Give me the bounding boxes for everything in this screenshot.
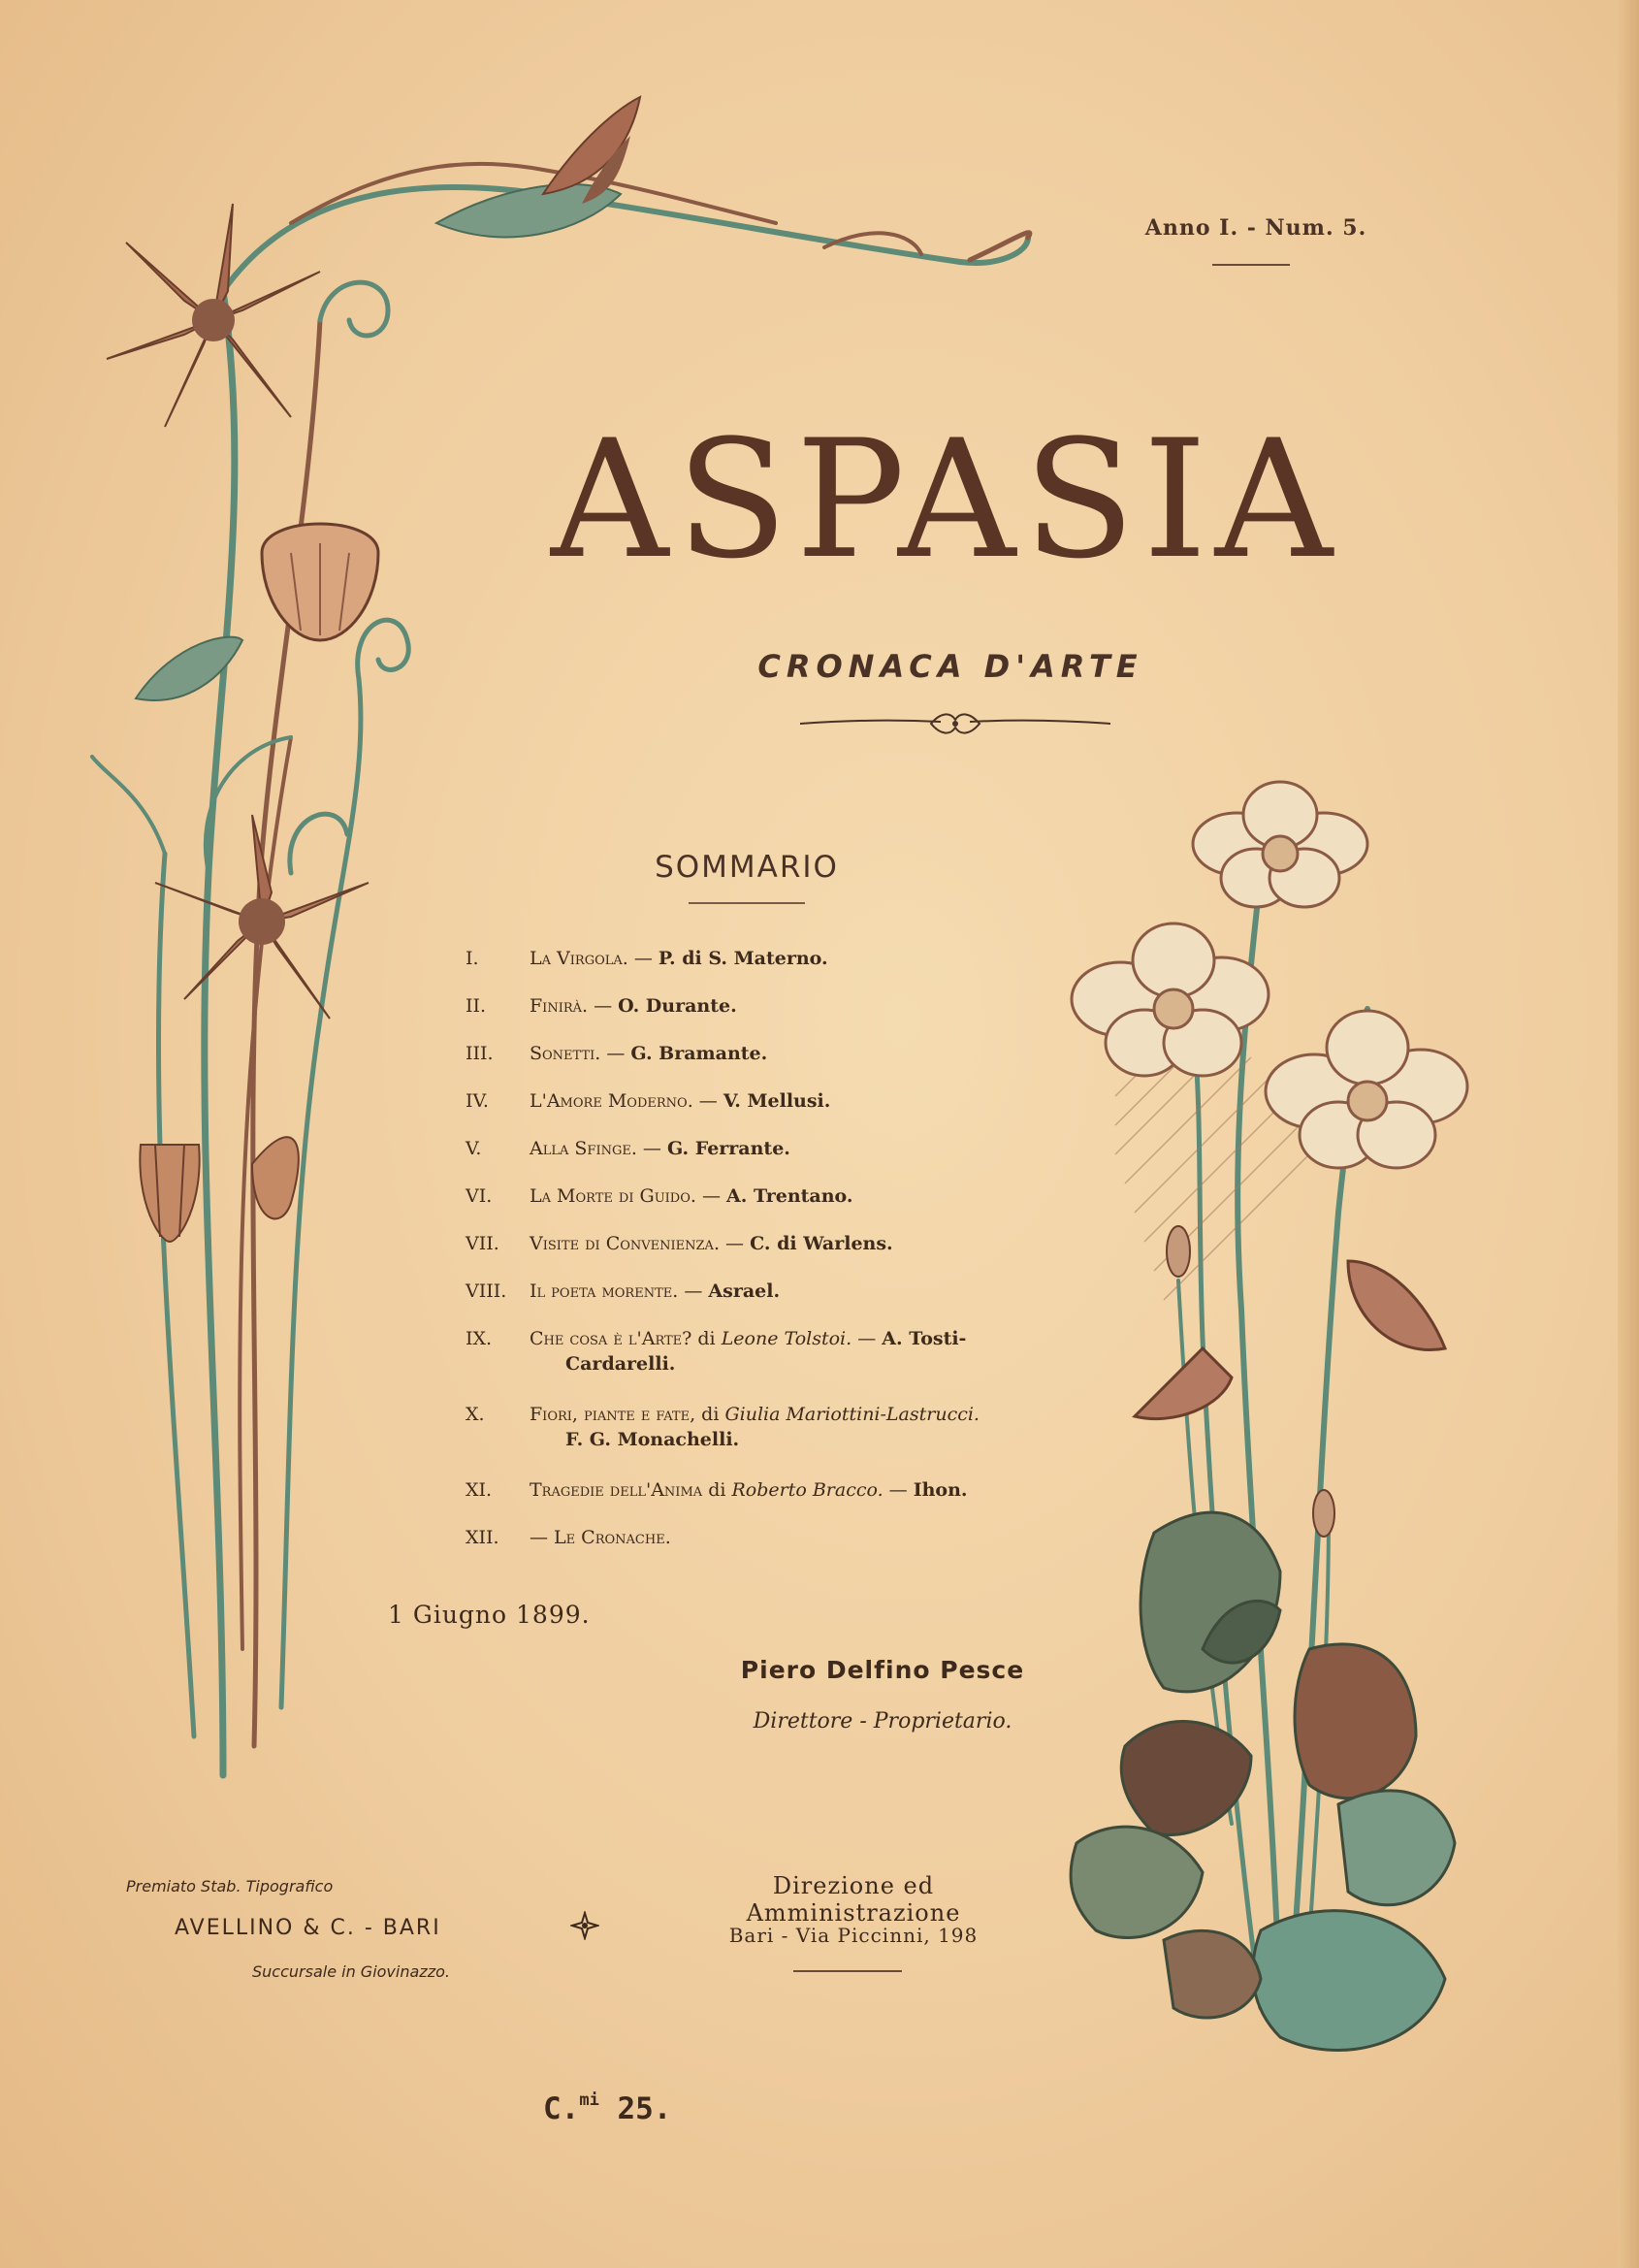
toc-item: VII. Visite di Convenienza. — C. di Warlens.: [466, 1233, 893, 1254]
toc-title: Finirà.: [530, 995, 589, 1017]
toc-work-author: Giulia Mariottini-Lastrucci.: [724, 1404, 980, 1425]
toc-item: IV. L'Amore Moderno. — V. Mellusi.: [466, 1090, 831, 1112]
magazine-title: ASPASIA: [550, 405, 1341, 595]
toc-item: II. Finirà. — O. Durante.: [466, 995, 737, 1017]
toc-work-author: Leone Tolstoi.: [721, 1328, 852, 1349]
toc-title: — Le Cronache.: [530, 1527, 671, 1548]
toc-item: XI. Tragedie dell'Anima di Roberto Bracco. — Ihon.: [466, 1479, 968, 1501]
director-name: Piero Delfino Pesce: [740, 1656, 1025, 1684]
toc-title: Fiori, piante e fate,: [530, 1404, 696, 1425]
toc-title: Il poeta morente.: [530, 1280, 679, 1302]
toc-number: VII.: [466, 1233, 499, 1254]
toc-item: [466, 1525, 1067, 1572]
toc-author: O. Durante.: [618, 995, 737, 1017]
printer-line-1: Premiato Stab. Tipografico: [126, 1877, 334, 1895]
toc-author: C. di Warlens.: [750, 1233, 893, 1254]
toc-item: IX. Che cosa è l'Arte? di Leone Tolstoi. — A. Tosti- Cardarelli.: [466, 1326, 1067, 1402]
toc-item: I. La Virgola. — P. di S. Materno.: [466, 948, 828, 969]
toc-item: V. Alla Sfinge. — G. Ferrante.: [466, 1138, 790, 1159]
toc-number: VIII.: [466, 1280, 507, 1302]
toc-author-continued: Cardarelli.: [565, 1353, 676, 1375]
toc-number: VI.: [466, 1185, 493, 1207]
toc-title: Alla Sfinge.: [530, 1138, 637, 1159]
magazine-subtitle: CRONACA D'ARTE: [757, 648, 1143, 685]
printer-name: AVELLINO & C. - BARI: [175, 1916, 441, 1940]
toc-author: P. di S. Materno.: [658, 948, 828, 969]
toc-number: X.: [466, 1404, 485, 1425]
toc-author-continued: F. G. Monachelli.: [565, 1429, 740, 1450]
issue-number: Anno I. - Num. 5.: [1144, 215, 1367, 241]
toc-author: A. Tosti-: [882, 1328, 967, 1349]
toc-item: VIII. Il poeta morente. — Asrael.: [466, 1280, 781, 1302]
toc-title: La Morte di Guido.: [530, 1185, 696, 1207]
sommario-heading: SOMMARIO: [655, 850, 839, 885]
toc-author: V. Mellusi.: [723, 1090, 831, 1112]
toc-author: G. Bramante.: [630, 1043, 768, 1064]
toc-author: G. Ferrante.: [666, 1138, 790, 1159]
printer-branch: Succursale in Giovinazzo.: [252, 1962, 450, 1981]
toc-title: Che cosa è l'Arte?: [530, 1328, 692, 1349]
toc-item: III. Sonetti. — G. Bramante.: [466, 1043, 768, 1064]
title-ornament: [795, 706, 1115, 741]
issue-date: 1 Giugno 1899.: [388, 1601, 591, 1629]
toc-author: Ihon.: [913, 1479, 968, 1501]
toc-number: I.: [466, 948, 479, 969]
toc-title: Tragedie dell'Anima: [530, 1479, 703, 1501]
sommario-rule: [689, 902, 805, 904]
price: C.$^{mi}$ 25.: [543, 2090, 672, 2126]
toc-number: IV.: [466, 1090, 489, 1112]
star-ornament-icon: [570, 1911, 599, 1940]
toc-number: II.: [466, 995, 487, 1017]
issue-rule: [1212, 264, 1290, 266]
administration-address: Bari - Via Piccinni, 198: [728, 1924, 979, 1947]
table-of-contents: [466, 946, 1067, 1572]
toc-title: Visite di Convenienza.: [530, 1233, 720, 1254]
toc-title: L'Amore Moderno.: [530, 1090, 693, 1112]
toc-work-author: Roberto Bracco.: [731, 1479, 884, 1501]
toc-number: XII.: [466, 1527, 499, 1548]
toc-number: IX.: [466, 1328, 493, 1349]
toc-number: III.: [466, 1043, 494, 1064]
administration-rule: [793, 1970, 902, 1972]
toc-author: Asrael.: [708, 1280, 781, 1302]
toc-number: V.: [466, 1138, 482, 1159]
administration-heading: Direzione ed Amministrazione: [746, 1872, 961, 1927]
toc-number: XI.: [466, 1479, 493, 1501]
toc-item: VI. La Morte di Guido. — A. Trentano.: [466, 1185, 853, 1207]
toc-title: Sonetti.: [530, 1043, 601, 1064]
toc-item: X. Fiori, piante e fate, di Giulia Mariottini-Lastrucci. F. G. Monachelli.: [466, 1402, 1067, 1477]
toc-title: La Virgola.: [530, 948, 628, 969]
toc-author: A. Trentano.: [726, 1185, 853, 1207]
director-role: Direttore - Proprietario.: [753, 1709, 1012, 1733]
